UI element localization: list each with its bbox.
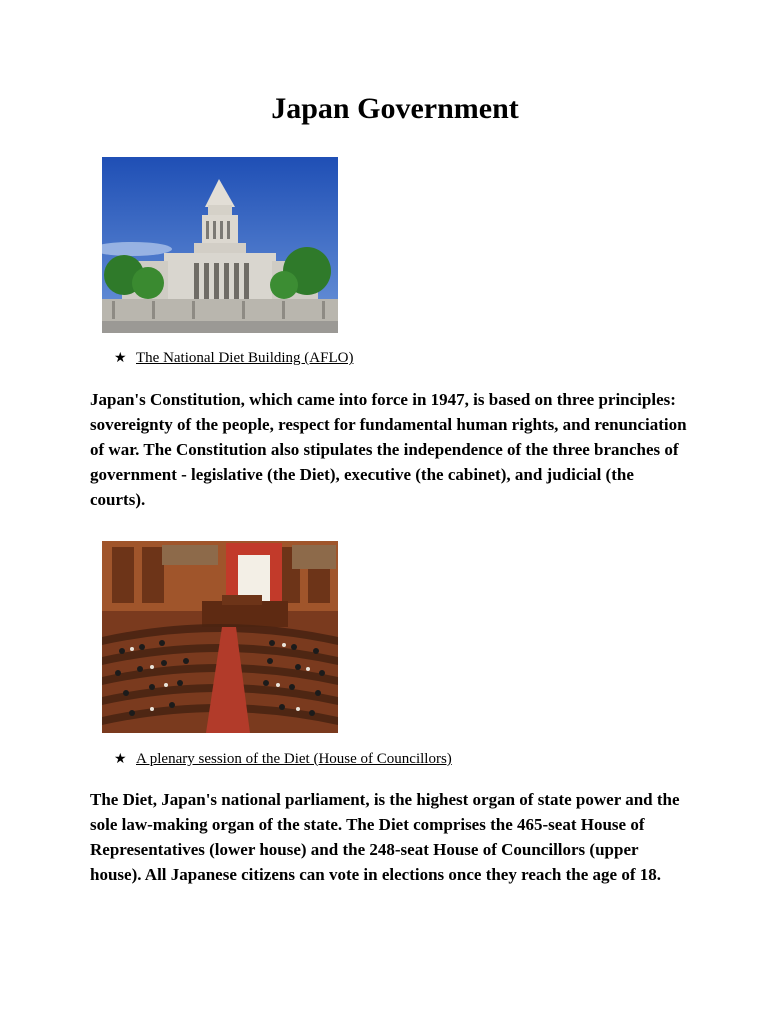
diet-paragraph: The Diet, Japan's national parliament, is the highest organ of state power and the sole law-making organ of the state. The Diet comprises the 465-seat House of Representatives (lower house) and the 248-seat House of Councillors (upper house). All Japanese citizens can vote in elections once they reach the age of 18. xyxy=(90,790,680,884)
caption-diet-building xyxy=(114,350,353,367)
caption-plenary-session xyxy=(114,751,452,768)
page-title: Japan Government xyxy=(271,92,519,125)
star-bullet-icon: ★ xyxy=(114,752,127,767)
plenary-session-link[interactable]: A plenary session of the Diet (House of Councillors) xyxy=(136,751,452,767)
diet-building-link[interactable]: The National Diet Building (AFLO) xyxy=(136,350,354,366)
plenary-session-photo xyxy=(102,541,338,733)
constitution-paragraph: Japan's Constitution, which came into force in 1947, is based on three principles: sovereignty of the people, respect for fundamental human rights, and renunciation of war. The Constitution also stipulates the independence of the three branches of government - legislative (the Diet), executive (the cabinet), and judicial (the courts). xyxy=(90,390,687,509)
national-diet-building-photo xyxy=(102,157,338,333)
star-bullet-icon: ★ xyxy=(114,351,127,366)
